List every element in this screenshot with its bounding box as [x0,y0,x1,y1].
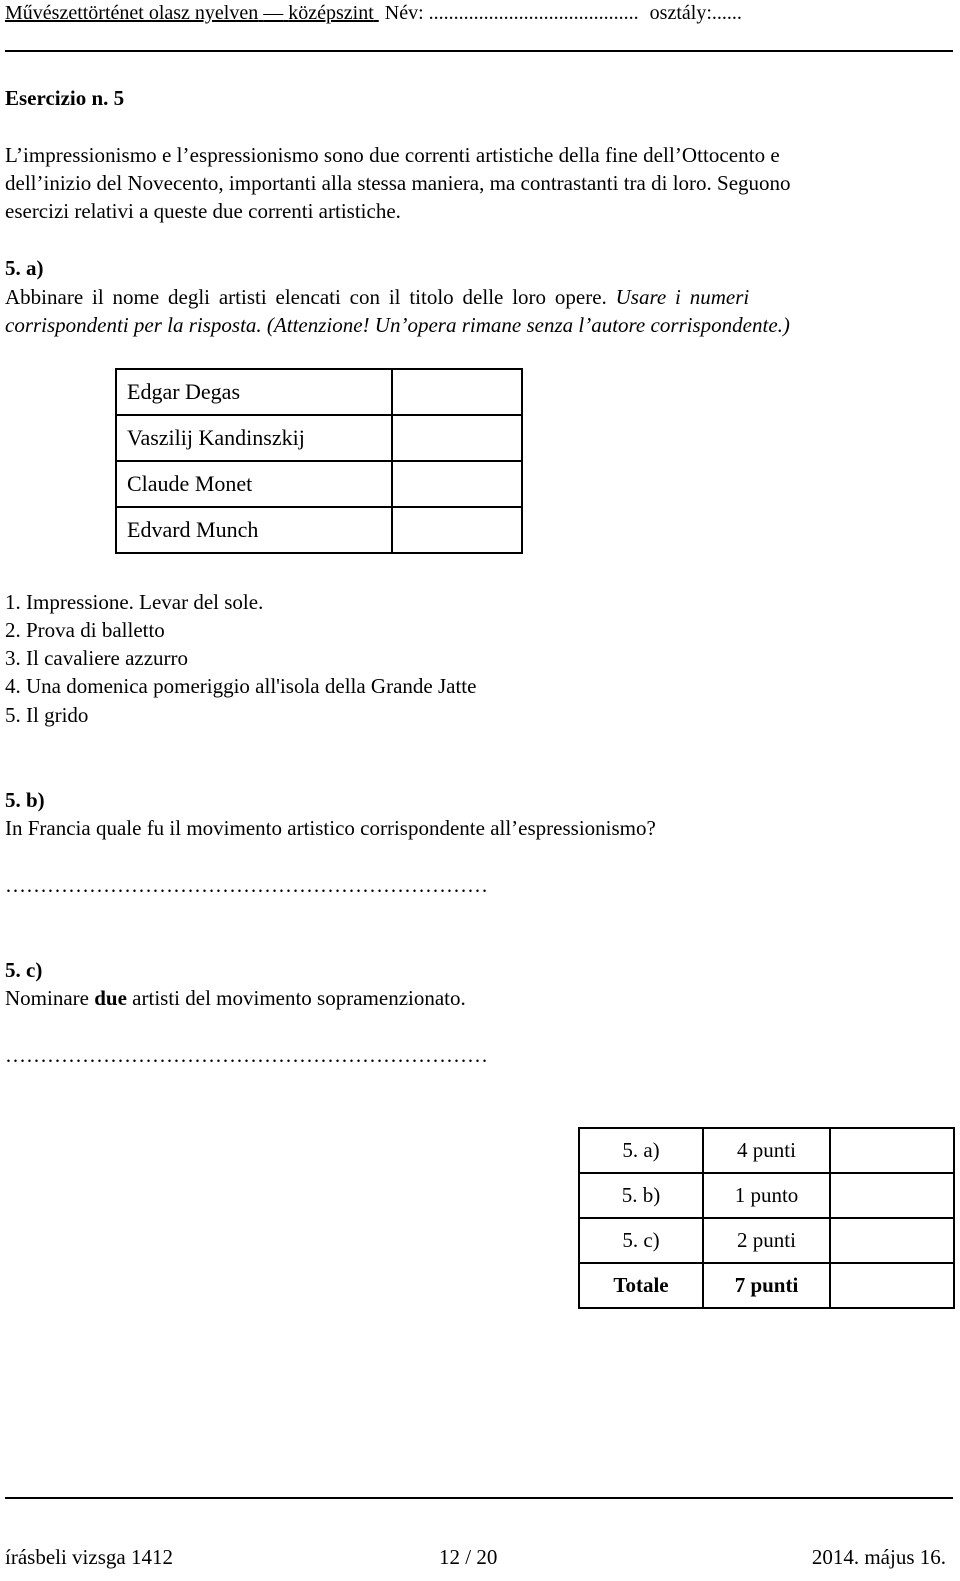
exercise-title: Esercizio n. 5 [5,86,125,110]
header-class-field: osztály:...... [649,2,742,24]
score-points: 1 punto [703,1173,830,1218]
part-c-label: 5. c) [5,958,43,982]
part-a-instruction-normal: Abbinare il nome degli artisti elencati con il titolo delle loro opere. [5,285,607,309]
score-points: 2 punti [703,1218,830,1263]
table-row [116,369,522,415]
header-underlined [5,2,379,24]
part-b-question: In Francia quale fu il movimento artistico corrispondente all’espressionismo? [5,816,656,840]
artist-name: Vaszilij Kandinszkij [116,415,392,461]
part-b-answer-line[interactable]: …………………………………………………………… [5,873,488,897]
intro-line-1: L’impressionismo e l’espressionismo sono due correnti artistiche della fine dell’Ottocento e [5,143,780,167]
intro-line-3: esercizi relativi a queste due correnti artistiche. [5,199,401,223]
answer-cell[interactable] [392,461,522,507]
table-row [116,415,522,461]
work-item: 2. Prova di balletto [5,618,165,642]
part-c-question-end: artisti del movimento sopramenzionato. [126,986,466,1010]
header-dash: — [263,2,284,24]
footer-exam-id: írásbeli vizsga 1412 [5,1545,173,1569]
answer-cell[interactable] [392,369,522,415]
part-a-instruction-line-2: corrispondenti per la risposta. (Attenzione! Un’opera rimane senza l’autore corrispondente.) [5,313,790,337]
score-total-points: 7 punti [703,1263,830,1308]
score-earned-cell[interactable] [830,1173,954,1218]
table-row [579,1128,954,1173]
score-table [578,1127,955,1309]
score-total-label: Totale [579,1263,703,1308]
part-a-instruction-italic: Usare i numeri [615,285,750,309]
intro-line-2: dell’inizio del Novecento, importanti alla stessa maniera, ma contrastanti tra di loro. Seguono [5,171,791,195]
part-a-label: 5. a) [5,256,44,280]
artist-name: Edgar Degas [116,369,392,415]
part-b-label: 5. b) [5,788,45,812]
score-points: 4 punti [703,1128,830,1173]
work-item: 1. Impressione. Levar del sole. [5,590,264,614]
header-level: középszint [288,2,374,24]
header-name-field: Név: .......................................... [384,2,639,24]
table-row [579,1263,954,1308]
footer-page-number: 12 / 20 [439,1545,498,1569]
table-row [116,461,522,507]
header-subject: Művészettörténet olasz nyelven [5,2,259,24]
part-a-instruction-line-1 [5,285,749,310]
work-item: 3. Il cavaliere azzurro [5,646,189,670]
artist-matching-table [115,368,523,554]
artist-name: Edvard Munch [116,507,392,553]
part-c-answer-line[interactable]: …………………………………………………………… [5,1043,488,1067]
score-earned-cell[interactable] [830,1128,954,1173]
part-c-question [5,986,466,1011]
table-row [579,1218,954,1263]
answer-cell[interactable] [392,415,522,461]
work-item: 4. Una domenica pomeriggio all'isola della Grande Jatte [5,674,477,698]
score-part: 5. b) [579,1173,703,1218]
artist-name: Claude Monet [116,461,392,507]
part-c-question-emphasis: due [94,986,127,1010]
work-item: 5. Il grido [5,703,89,727]
table-row [116,507,522,553]
page-header [5,2,742,25]
answer-cell[interactable] [392,507,522,553]
footer-date: 2014. május 16. [811,1545,946,1569]
part-c-question-start: Nominare [5,986,95,1010]
header-divider [5,50,953,52]
table-row [579,1173,954,1218]
score-total-earned-cell[interactable] [830,1263,954,1308]
score-part: 5. c) [579,1218,703,1263]
score-part: 5. a) [579,1128,703,1173]
score-earned-cell[interactable] [830,1218,954,1263]
footer-divider [5,1497,953,1499]
